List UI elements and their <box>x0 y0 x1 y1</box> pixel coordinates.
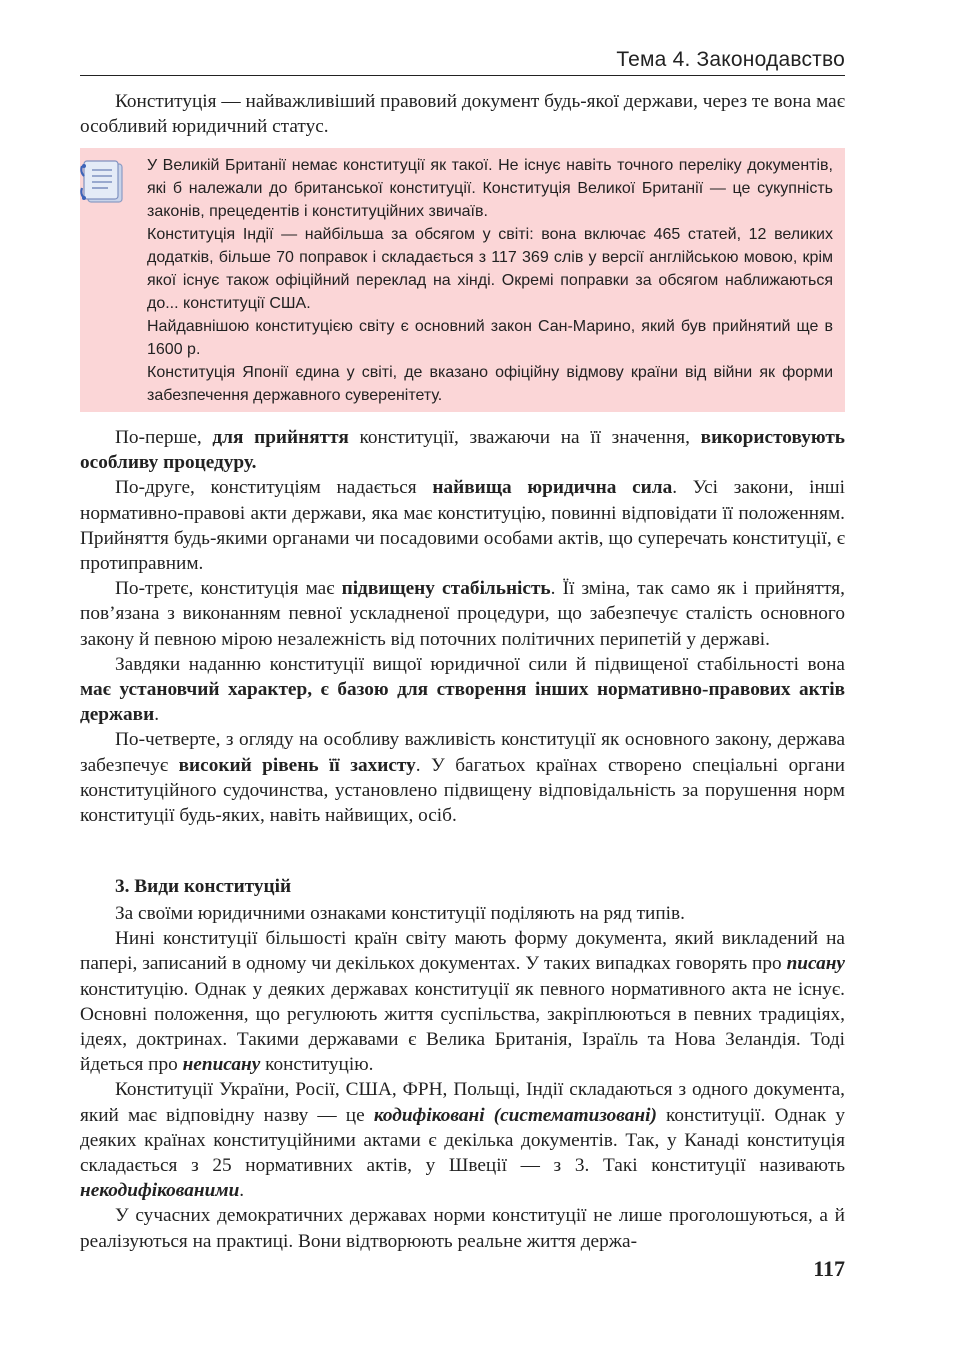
paragraph-third: По-третє, конституція має підвищену стабільність. Її зміна, так само як і прийняття, пов’язана з виконанням певної ускладненої процедури, що забезпечує сталість основного закону й певною мірою незалежність від поточних політичних перипетій у державі. <box>80 578 845 650</box>
note-fact-india: Конституція Індії — найбільша за обсягом у світі: вона включає 465 статей, 12 великих додатків, більше 70 поправок і складається з 117 369 слів у версії англійською мовою, крім якої існує також офіційний переклад на хінді. Окремі поправки за обсягом наближаються до... конституції США. <box>147 226 833 312</box>
paragraph-fifth: По-четверте, з огляду на особливу важливість конституції як основного закону, держава забезпечує високий рівень її захисту. У багатьох країнах створено спеціальні органи конституційного судочинства, установлено підвищену відповідальність за порушення норм конституції будь-яких, навіть найвищих, осіб. <box>80 729 845 827</box>
note-fact-japan: Конституція Японії єдина у світі, де вказано офіційну відмову країни від війни як форми забезпечення державного суверенітету. <box>147 364 833 404</box>
document-note-icon <box>80 158 126 206</box>
section-heading: 3. Види конституцій <box>115 876 292 897</box>
intro-paragraph: Конституція — найважливіший правовий документ будь-якої держави, через те вона має особливий юридичний статус. <box>80 91 845 138</box>
constitution-features <box>80 425 845 828</box>
running-header <box>80 45 845 76</box>
paragraph-codified: Конституції України, Росії, США, ФРН, Польщі, Індії складаються з одного документа, який має відповідну назву — це кодифіковані (систематизовані) конституції. Однак у деяких країнах конституційними актами є декілька документів. Так, у Канаді конституція складається з 25 нормативних актів, у Швеції — з 3. Такі конституції називають некодифікованими. <box>80 1079 845 1202</box>
paragraph-first: По-перше, для прийняття конституції, зважаючи на її значення, використовують особливу процедуру. <box>80 427 845 474</box>
paragraph-fourth: Завдяки наданню конституції вищої юридичної сили й підвищеної стабільності вона має установчий характер, є базою для створення інших нормативно-правових актів держави. <box>80 653 845 726</box>
note-text <box>147 154 833 407</box>
note-fact-britain: У Великій Британії немає конституції як такої. Не існує навіть точного переліку документів, які б належали до британської конституції. Конституція Великої Британії — це сукупність законів, прецедентів і конституційних звичаїв. <box>147 157 833 220</box>
paragraph-democratic: У сучасних демократичних державах норми конституції не лише проголошуються, а й реалізуються на практиці. Вони відтворюють реальне життя держа- <box>80 1205 845 1252</box>
paragraph-written: Нині конституції більшості країн світу мають форму документа, який викладений на папері, записаний в одному чи декількох документах. У таких випадках говорять про писану конституцію. Однак у деяких державах конституції як певного нормативного акта не існує. Основні положення, що регулюють життя суспільства, закріплюються в певних традиціях, ідеях, доктринах. Такими державами є Велика Британія, Ізраїль та Нова Зеландія. Тоді йдеться про неписану конституцію. <box>80 928 845 1076</box>
page-number: 117 <box>813 1256 845 1281</box>
constitution-types <box>80 901 845 1254</box>
paragraph-types-intro: За своїми юридичними ознаками конституції поділяють на ряд типів. <box>115 903 685 924</box>
note-fact-san-marino: Найдавнішою конституцією світу є основний закон Сан-Марино, який був прийнятий ще в 1600 р. <box>147 318 833 358</box>
chapter-title: Тема 4. Законодавство <box>616 48 845 71</box>
paragraph-second: По-друге, конституціям надається найвища юридична сила. Усі закони, інші нормативно-правові акти держави, яка має конституцію, повинні відповідати її положенням. Прийняття будь-якими органами чи посадовими особами актів, що суперечать конституції, є протиправним. <box>80 477 845 575</box>
facts-note-box <box>80 148 845 412</box>
